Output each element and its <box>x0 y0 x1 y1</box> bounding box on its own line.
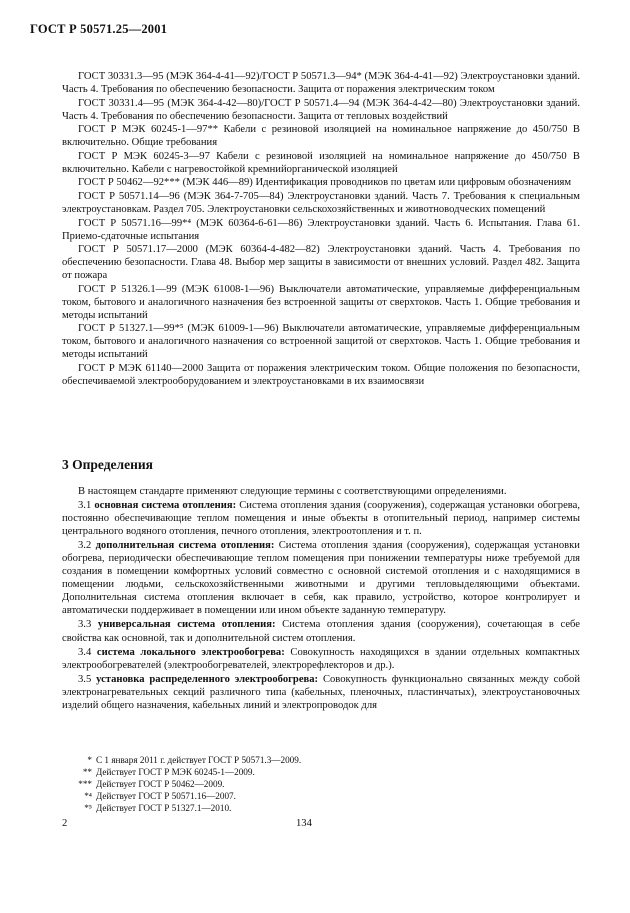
footnote-mark: *⁴ <box>84 791 92 801</box>
definition-text: Совокупность находящихся в здании отдельных компактных электрообогревателей (электрообогревателей, электрорефлекторов и др.). <box>62 646 580 671</box>
section-title: 3 Определения <box>62 457 153 472</box>
definition-number: 3.4 <box>78 646 92 658</box>
definition-text: Система отопления здания (сооружения), сочетающая в себе свойства как основной, так и дополнительной систем отопления. <box>62 619 581 644</box>
reference-item: ГОСТ 30331.3—95 (МЭК 364-4-41—92)/ГОСТ Р 50571.3—94* (МЭК 364-4-41—92) Электроустановки зданий. Часть 4. Требования по обеспечению безопасности. Защита от поражения электрическим током <box>62 71 580 96</box>
definition-number: 3.2 <box>78 540 92 552</box>
definition-item <box>62 618 580 644</box>
page-number-center: 134 <box>296 818 312 829</box>
intro-text: В настоящем стандарте применяют следующие термины с соответствующими определениями. <box>78 486 507 497</box>
definition-item <box>62 673 580 712</box>
definition-number: 3.1 <box>78 500 92 512</box>
definition-item <box>62 499 580 538</box>
reference-item: ГОСТ Р МЭК 60245-3—97 Кабели с резиновой изоляцией на номинальное напряжение до 450/750 В включительно. Кабели с нагревостойкой кремнийорганической изоляцией <box>62 150 580 175</box>
definition-item <box>62 646 580 672</box>
reference-item: ГОСТ Р МЭК 61140—2000 Защита от поражения электрическим током. Общие положения по безопасности, обеспечиваемой электрооборудованием и электроустановками в их взаимосвязи <box>62 363 580 388</box>
reference-item: ГОСТ 30331.4—95 (МЭК 364-4-42—80)/ГОСТ Р 50571.4—94 (МЭК 364-4-42—80) Электроустановки зданий. Часть 4. Требования по обеспечению безопасности. Защита от тепловых воздействий <box>62 97 580 122</box>
definition-text: Система отопления здания (сооружения), содержащая установки обогрева, постоянно обеспечивающие теплом помещения и иные объекты в отопительный период, например системы центрального водяного отопления, печного отопления, электроотопления и т. п. <box>62 500 580 538</box>
footnote-text: Действует ГОСТ Р 50571.16—2007. <box>96 791 236 801</box>
definition-number: 3.5 <box>78 673 92 685</box>
reference-item: ГОСТ Р 51326.1—99 (МЭК 61008-1—96) Выключатели автоматические, управляемые дифференциальным током, бытового и аналогичного назначения без встроенной защиты от сверхтоков. Часть 1. Общие требования и методы испытаний <box>62 283 580 321</box>
footnote-mark: *⁵ <box>84 803 92 813</box>
definition-text: Совокупность функционально связанных между собой электронагревательных секций различного типа (кабельных, пленочных, пластинчатых), электроустановочных изделий общего назначения, кабельных линий и электропроводок для <box>62 673 581 711</box>
footnote <box>62 754 301 766</box>
definition-text: Система отопления здания (сооружения), содержащая установки обогрева, периодически обеспечивающие теплом помещения при понижении температуры ниже требуемой для создания в помещении комфортных условий совместно с основной системой отопления и с находящимися в помещении людьми, сельскохозяйственными животными и другими тепловыделяющими объектами. Дополнительная система отопления включает в себя, как правило, устройство, которое контролирует и автоматически поддерживает в помещении или ином объекте заданную температуру. <box>62 540 580 617</box>
reference-item: ГОСТ Р 50571.16—99*⁴ (МЭК 60364-6-61—86) Электроустановки зданий. Часть 6. Испытания. Глава 61. Приемо-сдаточные испытания <box>62 217 580 242</box>
reference-item: ГОСТ Р 50462—92*** (МЭК 446—89) Идентификация проводников по цветам или цифровым обозначениям <box>78 177 572 189</box>
footnote <box>62 802 301 814</box>
definition-term: основная система отопления: <box>94 500 237 512</box>
footnote-text: Действует ГОСТ Р 50462—2009. <box>96 779 225 789</box>
definition-term: дополнительная система отопления: <box>95 540 275 552</box>
document-header: ГОСТ Р 50571.25—2001 <box>30 22 168 36</box>
footnotes <box>62 754 301 814</box>
definitions <box>62 485 580 713</box>
footnote-mark: ** <box>82 767 92 777</box>
definition-number: 3.3 <box>78 619 92 631</box>
definition-term: универсальная система отопления: <box>97 619 276 631</box>
definition-term: система локального электрообогрева: <box>96 646 285 658</box>
footnote-mark: * <box>87 755 92 765</box>
definition-term: установка распределенного электрообогрева: <box>96 673 319 685</box>
footnote-text: Действует ГОСТ Р 51327.1—2010. <box>96 803 232 813</box>
reference-item: ГОСТ Р 51327.1—99*⁵ (МЭК 61009-1—96) Выключатели автоматические, управляемые дифференциальным током, бытового и аналогичного назначения со встроенной защитой от сверхтоков. Часть 1. Общие требования и методы испытаний <box>62 323 580 361</box>
reference-item: ГОСТ Р 50571.14—96 (МЭК 364-7-705—84) Электроустановки зданий. Часть 7. Требования к специальным электроустановкам. Раздел 705. Электроустановки сельскохозяйственных и животноводческих помещений <box>62 190 580 215</box>
footnote-text: С 1 января 2011 г. действует ГОСТ Р 50571.3—2009. <box>96 755 302 765</box>
footnote <box>62 766 301 778</box>
normative-references <box>62 70 580 389</box>
reference-item: ГОСТ Р 50571.17—2000 (МЭК 60364-4-482—82) Электроустановки зданий. Часть 4. Требования по обеспечению безопасности. Глава 48. Выбор мер защиты в зависимости от внешних условий. Раздел 482. Защита от пожара <box>62 244 580 282</box>
footnote-mark: *** <box>78 779 92 789</box>
reference-item: ГОСТ Р МЭК 60245-1—97** Кабели с резиновой изоляцией на номинальное напряжение до 450/750 В включительно. Общие требования <box>62 124 580 149</box>
footnote <box>62 778 301 790</box>
footnote <box>62 790 301 802</box>
footnote-text: Действует ГОСТ Р МЭК 60245-1—2009. <box>96 767 255 777</box>
page-number-left: 2 <box>62 818 68 829</box>
definition-item <box>62 539 580 617</box>
